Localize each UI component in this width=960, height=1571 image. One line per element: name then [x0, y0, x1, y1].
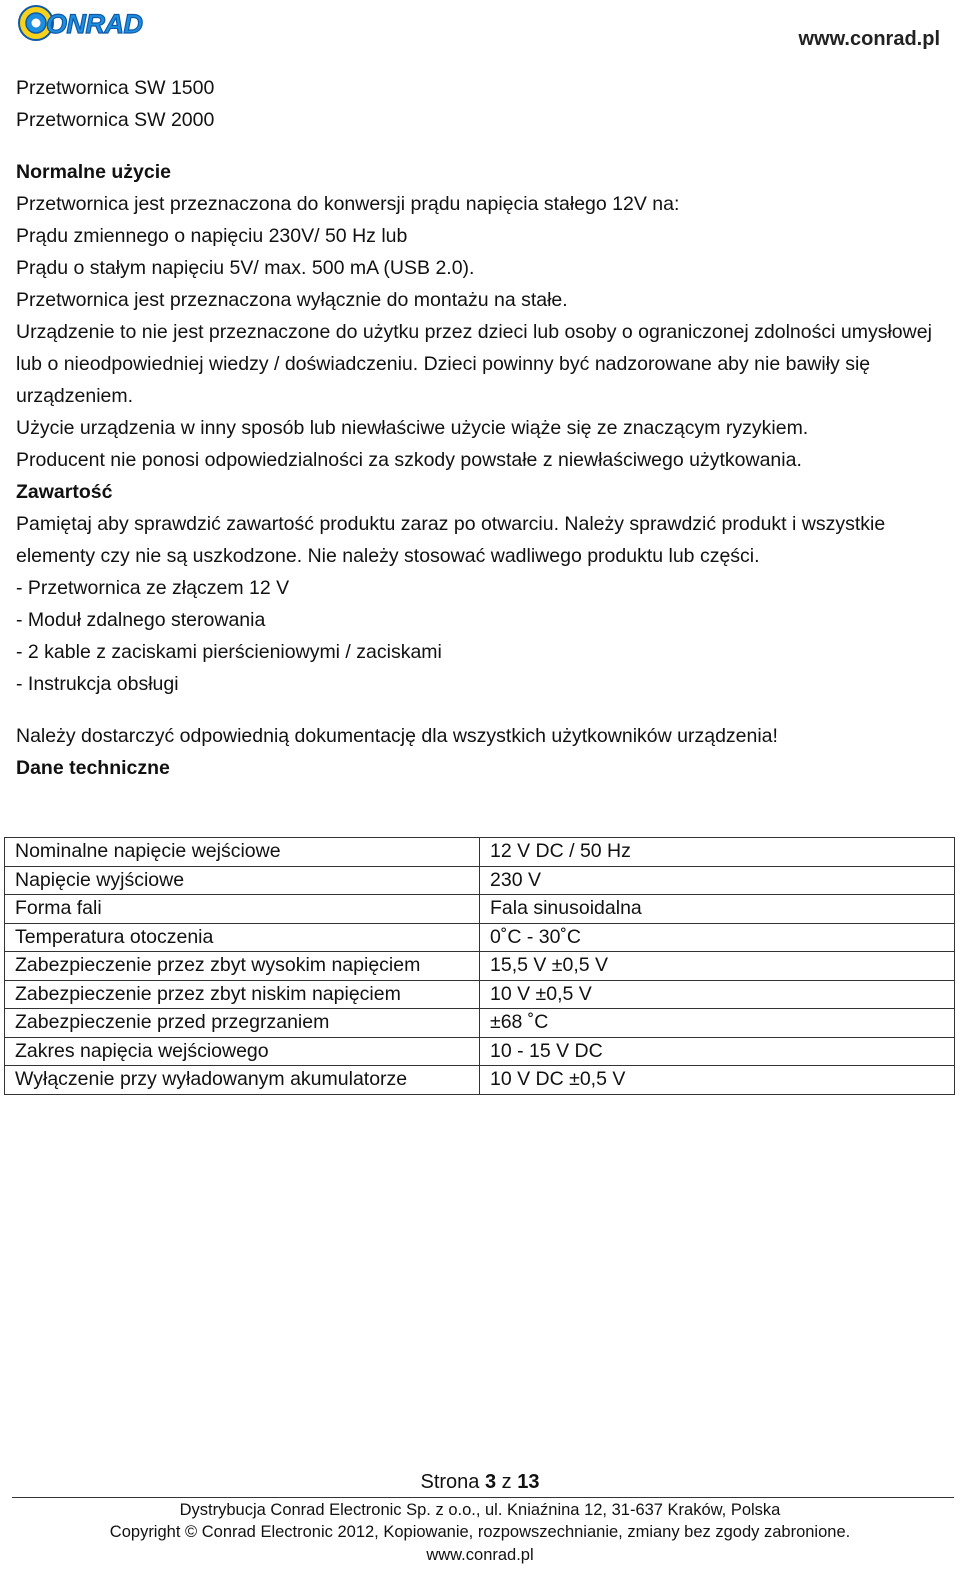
documentation-note: Należy dostarczyć odpowiednią dokumentację dla wszystkich użytkowników urządzenia!	[16, 725, 778, 747]
list-item: - 2 kable z zaciskami pierścieniowymi / zaciskami	[16, 641, 442, 663]
site-url[interactable]: www.conrad.pl	[798, 28, 940, 50]
spec-value: 10 V DC ±0,5 V	[480, 1066, 955, 1095]
table-row	[5, 895, 955, 924]
current-page: 3	[484, 1471, 497, 1493]
table-row	[5, 1037, 955, 1066]
spec-value: 230 V	[480, 866, 955, 895]
section-heading-contents: Zawartość	[16, 481, 113, 503]
paragraph-line: Prądu o stałym napięciu 5V/ max. 500 mA (USB 2.0).	[16, 257, 475, 279]
spec-value: 10 V ±0,5 V	[480, 980, 955, 1009]
table-row	[5, 1009, 955, 1038]
svg-text:ONRAD: ONRAD	[46, 9, 143, 39]
table-row	[5, 1066, 955, 1095]
conrad-logo	[16, 2, 172, 44]
risk-paragraph: Użycie urządzenia w inny sposób lub niewłaściwe użycie wiąże się ze znaczącym ryzykiem.	[16, 417, 809, 439]
spec-label: Zakres napięcia wejściowego	[5, 1037, 480, 1066]
table-row	[5, 866, 955, 895]
safety-paragraph: Urządzenie to nie jest przeznaczone do użytku przez dzieci lub osoby o ograniczonej zdolności umysłowej lub o nieodpowiedniej wiedzy / doświadczeniu. Dzieci powinny być nadzorowane aby nie bawiły się urządzeniem.	[16, 321, 932, 407]
contents-intro: Pamiętaj aby sprawdzić zawartość produktu zaraz po otwarciu. Należy sprawdzić produkt i wszystkie elementy czy nie są uszkodzone. Nie należy stosować wadliwego produktu lub części.	[16, 513, 886, 567]
spec-value: Fala sinusoidalna	[480, 895, 955, 924]
total-pages: 13	[517, 1471, 540, 1493]
spec-label: Zabezpieczenie przez zbyt niskim napięciem	[5, 980, 480, 1009]
main-content	[16, 72, 946, 784]
list-item: - Przetwornica ze złączem 12 V	[16, 577, 290, 599]
spec-label: Nominalne napięcie wejściowe	[5, 838, 480, 867]
paragraph-line: Przetwornica jest przeznaczona do konwersji prądu napięcia stałego 12V na:	[16, 193, 680, 215]
paragraph-line: Prądu zmiennego o napięciu 230V/ 50 Hz lub	[16, 225, 408, 247]
spec-value: ±68 ˚C	[480, 1009, 955, 1038]
section-heading-normal-use: Normalne użycie	[16, 161, 171, 183]
spec-label: Temperatura otoczenia	[5, 923, 480, 952]
spec-value: 15,5 V ±0,5 V	[480, 952, 955, 981]
footer-address: Dystrybucja Conrad Electronic Sp. z o.o., ul. Kniaźnina 12, 31-637 Kraków, Polska	[179, 1501, 781, 1519]
spec-label: Wyłączenie przy wyładowanym akumulatorze	[5, 1066, 480, 1095]
spec-label: Napięcie wyjściowe	[5, 866, 480, 895]
footer-url[interactable]: www.conrad.pl	[426, 1546, 534, 1564]
table-row	[5, 980, 955, 1009]
spec-label: Forma fali	[5, 895, 480, 924]
footer-copyright: Copyright © Conrad Electronic 2012, Kopiowanie, rozpowszechnianie, zmiany bez zgody zabronione.	[109, 1523, 851, 1541]
liability-paragraph: Producent nie ponosi odpowiedzialności za szkody powstałe z niewłaściwego użytkowania.	[16, 449, 802, 471]
spec-value: 0˚C - 30˚C	[480, 923, 955, 952]
section-heading-tech-data: Dane techniczne	[16, 757, 170, 779]
spec-value: 10 - 15 V DC	[480, 1037, 955, 1066]
page-number: Strona 3 z 13	[420, 1471, 540, 1493]
table-row	[5, 923, 955, 952]
spec-label: Zabezpieczenie przez zbyt wysokim napięciem	[5, 952, 480, 981]
list-item: - Instrukcja obsługi	[16, 673, 179, 695]
spec-value: 12 V DC / 50 Hz	[480, 838, 955, 867]
product-name: Przetwornica SW 2000	[16, 109, 215, 131]
table-row	[5, 952, 955, 981]
paragraph-line: Przetwornica jest przeznaczona wyłącznie do montażu na stałe.	[16, 289, 568, 311]
list-item: - Moduł zdalnego sterowania	[16, 609, 266, 631]
table-row	[5, 838, 955, 867]
product-name: Przetwornica SW 1500	[16, 77, 215, 99]
spec-label: Zabezpieczenie przed przegrzaniem	[5, 1009, 480, 1038]
tech-data-table	[4, 837, 955, 1095]
footer-divider	[12, 1497, 954, 1498]
